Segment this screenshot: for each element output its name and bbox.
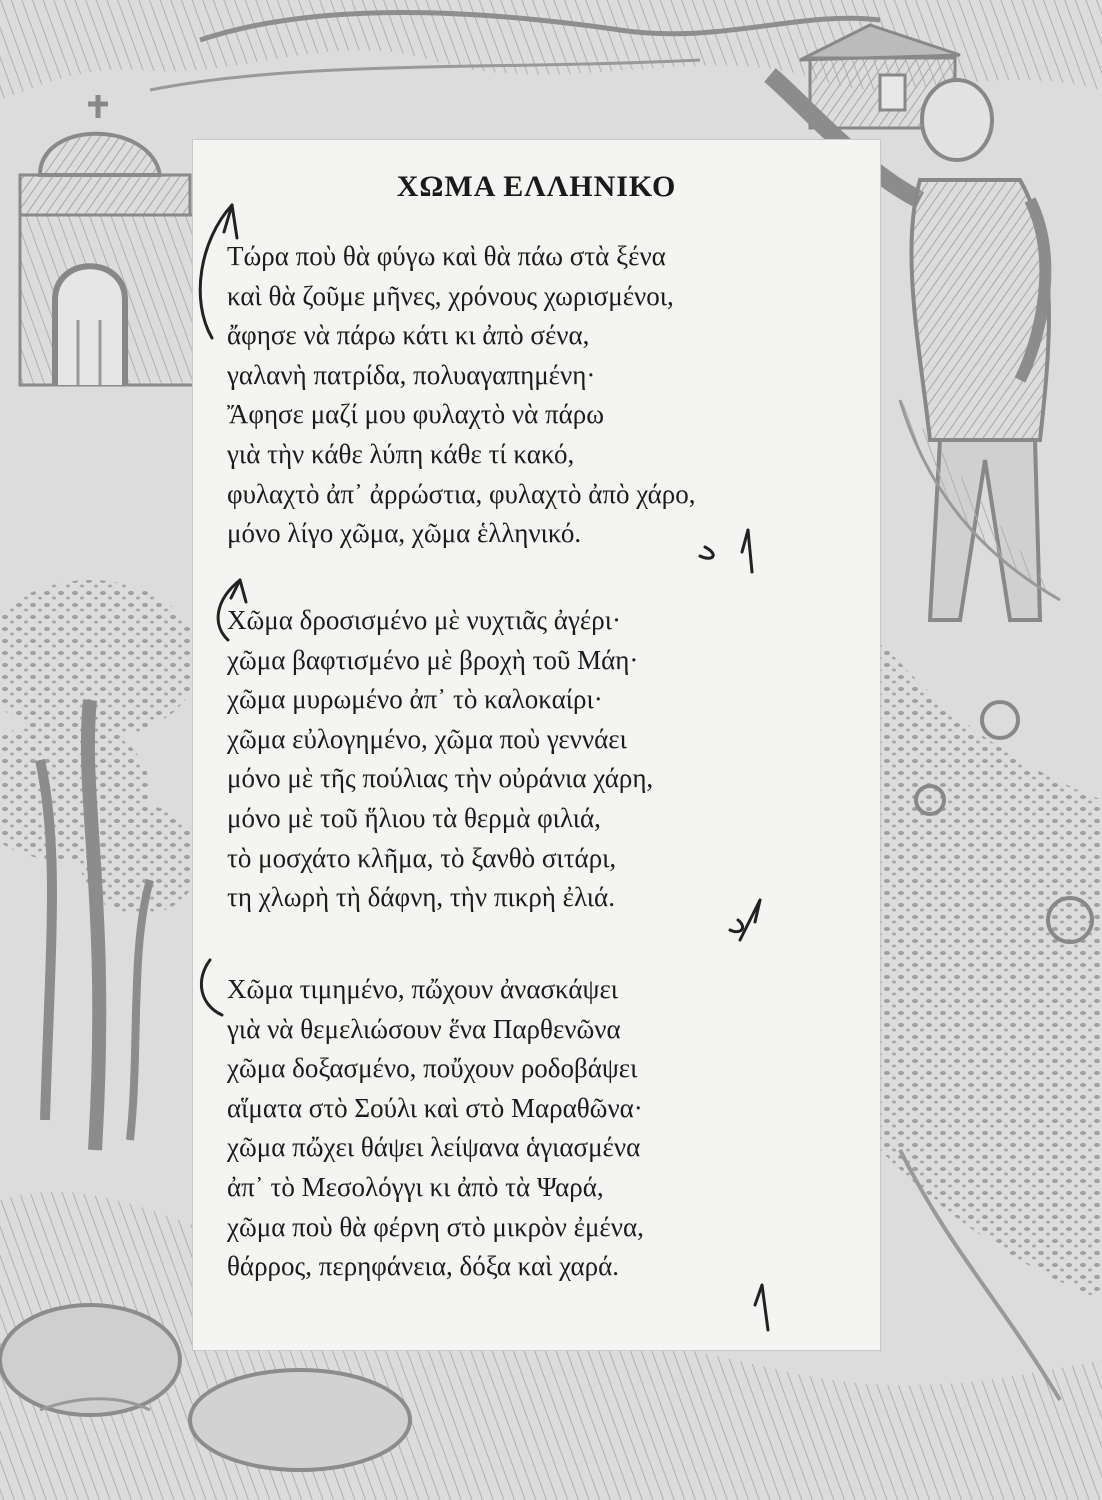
- poem-line: χῶμα μυρωμένο ἀπ᾽ τὸ καλοκαίρι·: [227, 684, 603, 715]
- poem-line: χῶμα εὐλογημένο, χῶμα ποὺ γεννάει: [227, 723, 627, 754]
- poem-line: γιὰ τὴν κάθε λύπη κάθε τί κακό,: [227, 438, 575, 469]
- poem-line: αἵματα στὸ Σούλι καὶ στὸ Μαραθῶνα·: [227, 1092, 643, 1123]
- poem-title: ΧΩΜΑ ΕΛΛΗΝΙΚΟ: [396, 170, 677, 203]
- stanza-1: [227, 237, 867, 554]
- stanza-2: [227, 601, 867, 918]
- poem-line: χῶμα ποὺ θὰ φέρνη στὸ μικρὸν ἐμένα,: [227, 1211, 644, 1242]
- poem-line: ἄφησε νὰ πάρω κάτι κι ἀπὸ σένα,: [227, 320, 590, 351]
- poem-line: χῶμα δοξασμένο, ποὔχουν ροδοβάψει: [227, 1053, 638, 1084]
- poem-line: τὸ μοσχάτο κλῆμα, τὸ ξανθὸ σιτάρι,: [227, 842, 617, 873]
- poem-line: Χῶμα τιμημένο, πὤχουν ἀνασκάψει: [227, 974, 619, 1004]
- poem-line: Ἄφησε μαζί μου φυλαχτὸ νὰ πάρω: [227, 399, 605, 430]
- poem-line: καὶ θὰ ζοῦμε μῆνες, χρόνους χωρισμένοι,: [227, 280, 674, 311]
- poem-line: θάρρος, περηφάνεια, δόξα καὶ χαρά.: [227, 1251, 620, 1282]
- poem-line: μόνο λίγο χῶμα, χῶμα ἑλληνικό.: [227, 518, 582, 549]
- poem-line: Τώρα ποὺ θὰ φύγω καὶ θὰ πάω στὰ ξένα: [227, 241, 666, 271]
- poem-line: γαλανὴ πατρίδα, πολυαγαπημένη·: [227, 359, 596, 390]
- church-illustration: [20, 95, 195, 385]
- tree-illustration: [0, 580, 200, 1150]
- poem-line: τη χλωρὴ τὴ δάφνη, τὴν πικρὴ ἐλιά.: [227, 882, 615, 913]
- poem-line: γιὰ νὰ θεμελιώσουν ἕνα Παρθενῶνα: [227, 1013, 621, 1044]
- poem-page: [193, 140, 880, 1350]
- poem-line: χῶμα πὤχει θάψει λείψανα ἁγιασμένα: [227, 1132, 641, 1163]
- stanza-3: [227, 970, 867, 1287]
- poem-line: ἀπ᾽ τὸ Μεσολόγγι κι ἀπὸ τὰ Ψαρά,: [227, 1171, 604, 1202]
- poem-line: μόνο μὲ τῆς πούλιας τὴν οὐράνια χάρη,: [227, 763, 654, 794]
- right-landscape-illustration: [880, 400, 1102, 1400]
- poem-line: Χῶμα δροσισμένο μὲ νυχτιᾶς ἀγέρι·: [227, 605, 621, 635]
- poem-line: χῶμα βαφτισμένο μὲ βροχὴ τοῦ Μάη·: [227, 644, 639, 675]
- poem-line: μόνο μὲ τοῦ ἥλιου τὰ θερμὰ φιλιά,: [227, 802, 601, 833]
- poem-line: φυλαχτὸ ἀπ᾽ ἀρρώστια, φυλαχτὸ ἀπὸ χάρο,: [227, 478, 696, 509]
